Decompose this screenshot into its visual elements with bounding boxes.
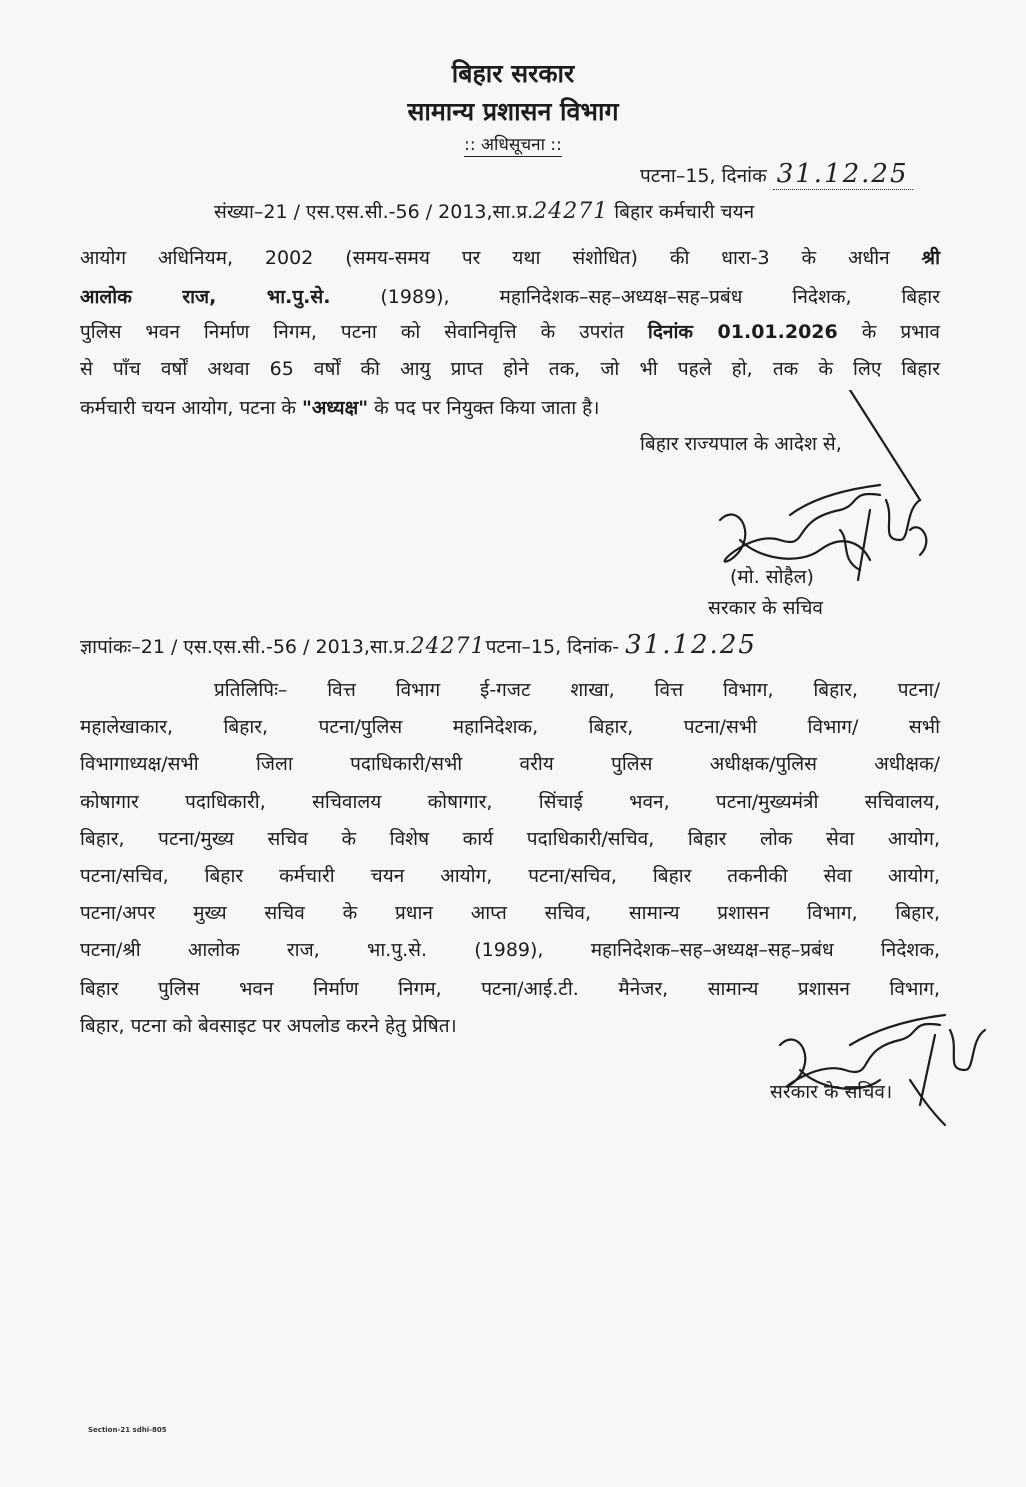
memo-line-2: महालेखाकार, बिहार, पटना/पुलिस महानिदेशक, बिहार, पटना/सभी विभाग/ सभी	[80, 716, 940, 738]
line4-text: पुलिस भवन निर्माण निगम, पटना को सेवानिवृत्ति के उपरांत	[80, 321, 624, 343]
notification-body-line-3	[80, 285, 940, 309]
memo-line-10: बिहार, पटना को बेवसाइट पर अपलोड करने हेतु प्रेषित।	[80, 1015, 457, 1037]
memo-line-8: पटना/श्री आलोक राज, भा.पु.से. (1989), महानिदेशक–सह–अध्यक्ष–सह–प्रबंध निदेशक,	[80, 939, 940, 961]
memo-handwritten-ref-number: 24271	[410, 634, 486, 659]
notice-type-heading	[0, 132, 1026, 155]
memo-reference-line	[80, 630, 757, 660]
memo-line-5: बिहार, पटना/मुख्य सचिव के विशेष कार्य पदाधिकारी/सचिव, बिहार लोक सेवा आयोग,	[80, 828, 940, 850]
memo-date-label: पटना–15, दिनांक-	[485, 636, 620, 658]
second-signature-image	[760, 975, 1000, 1145]
notification-body-line-4	[80, 320, 940, 344]
footer-code: Section-21 sdhi-805	[88, 1426, 167, 1434]
first-signature-image	[690, 390, 950, 620]
line6-end-text: के पद पर नियुक्त किया जाता है।	[374, 397, 600, 419]
notification-handwritten-date: 31.12.25	[773, 159, 913, 190]
memo-line-4: कोषागार पदाधिकारी, सचिवालय कोषागार, सिंचाई भवन, पटना/मुख्यमंत्री सचिवालय,	[80, 791, 940, 813]
notification-date-label: पटना–15, दिनांक	[640, 165, 767, 187]
first-signatory-name: (मो. सोहैल)	[730, 566, 814, 588]
line4-end-text: के प्रभाव	[861, 321, 940, 343]
department-heading: सामान्य प्रशासन विभाग	[407, 97, 619, 126]
government-heading: बिहार सरकार	[451, 59, 575, 88]
memo-handwritten-date: 31.12.25	[625, 630, 757, 660]
line2-bold-text: श्री	[921, 247, 940, 269]
line2-text: आयोग अधिनियम, 2002 (समय-समय पर यथा संशोधित) की धारा-3 के अधीन	[80, 247, 890, 269]
line3-text: (1989), महानिदेशक–सह–अध्यक्ष–सह–प्रबंध निदेशक, बिहार	[380, 286, 940, 308]
notification-body-line-6	[80, 396, 599, 420]
appointee-name: आलोक राज, भा.पु.से.	[80, 286, 331, 308]
notification-reference-line	[214, 200, 754, 224]
memo-line-3: विभागाध्यक्ष/सभी जिला पदाधिकारी/सभी वरीय पुलिस अधीक्षक/पुलिस अधीक्षक/	[80, 753, 940, 775]
memo-line-1: प्रतिलिपिः– वित्त विभाग ई-गजट शाखा, वित्त विभाग, बिहार, पटना/	[214, 679, 940, 701]
notification-date-line	[640, 159, 913, 189]
memo-line-6: पटना/सचिव, बिहार कर्मचारी चयन आयोग, पटना/सचिव, बिहार तकनीकी सेवा आयोग,	[80, 865, 940, 887]
line6-text: कर्मचारी चयन आयोग, पटना के	[80, 397, 296, 419]
memo-ref-prefix: ज्ञापांकः–21 / एस.एस.सी.-56 / 2013,सा.प्र.	[80, 636, 411, 658]
line5-text: से पाँच वर्षों अथवा 65 वर्षों की आयु प्राप्त होने तक, जो भी पहले हो, तक के लिए बिहार	[80, 358, 940, 380]
notification-body-line-5	[80, 357, 940, 381]
notification-handwritten-ref-number: 24271	[533, 199, 609, 224]
second-signatory-title: सरकार के सचिव।	[770, 1081, 893, 1103]
memo-line-7: पटना/अपर मुख्य सचिव के प्रधान आप्त सचिव, सामान्य प्रशासन विभाग, बिहार,	[80, 902, 940, 924]
notification-line1-end: बिहार कर्मचारी चयन	[614, 201, 755, 223]
by-order-line: बिहार राज्यपाल के आदेश से,	[640, 433, 842, 455]
memo-line-9: बिहार पुलिस भवन निर्माण निगम, पटना/आई.टी. मैनेजर, सामान्य प्रशासन विभाग,	[80, 978, 940, 1000]
notification-body-line-2	[80, 246, 940, 270]
first-signatory-title: सरकार के सचिव	[708, 597, 823, 619]
notice-type-label: :: अधिसूचना ::	[464, 135, 562, 155]
notification-ref-prefix: संख्या–21 / एस.एस.सी.-56 / 2013,सा.प्र.	[214, 201, 534, 223]
effective-date: दिनांक 01.01.2026	[647, 321, 838, 343]
post-name: "अध्यक्ष"	[302, 397, 369, 419]
